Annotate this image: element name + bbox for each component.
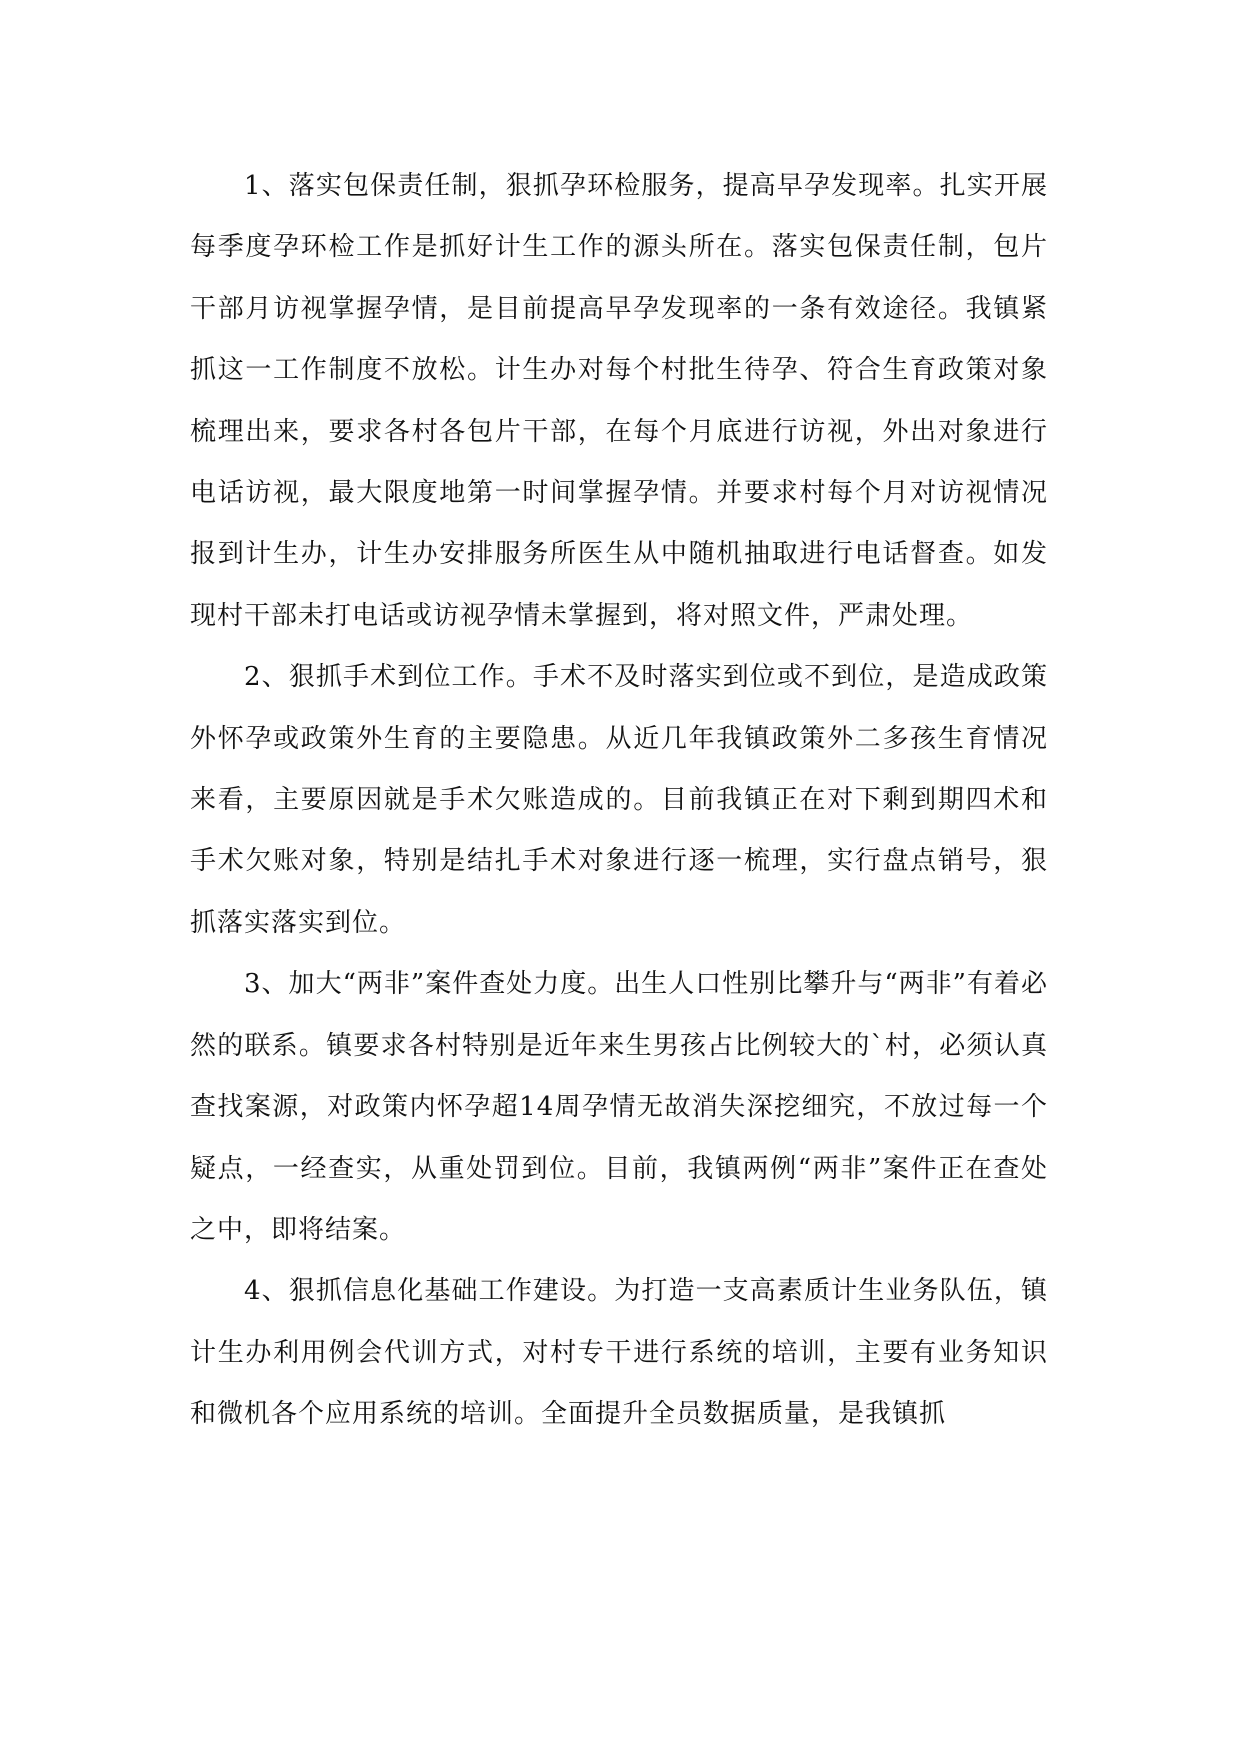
document-body [190,156,1048,1446]
paragraph-2: 2、狠抓手术到位工作。手术不及时落实到位或不到位，是造成政策外怀孕或政策外生育的主要隐患。从近几年我镇政策外二多孩生育情况来看，主要原因就是手术欠账造成的。目前我镇正在对下剩到期四术和手术欠账对象，特别是结扎手术对象进行逐一梳理，实行盘点销号，狠抓落实落实到位。 [190,662,1048,938]
paragraph-4: 4、狠抓信息化基础工作建设。为打造一支高素质计生业务队伍，镇计生办利用例会代训方式，对村专干进行系统的培训，主要有业务知识和微机各个应用系统的培训。全面提升全员数据质量，是我镇抓 [190,1276,1048,1430]
paragraph-1: 1、落实包保责任制，狠抓孕环检服务，提高早孕发现率。扎实开展每季度孕环检工作是抓好计生工作的源头所在。落实包保责任制，包片干部月访视掌握孕情，是目前提高早孕发现率的一条有效途径。我镇紧抓这一工作制度不放松。计生办对每个村批生待孕、符合生育政策对象梳理出来，要求各村各包片干部，在每个月底进行访视，外出对象进行电话访视，最大限度地第一时间掌握孕情。并要求村每个月对访视情况报到计生办，计生办安排服务所医生从中随机抽取进行电话督查。如发现村干部未打电话或访视孕情未掌握到，将对照文件，严肃处理。 [190,171,1048,631]
paragraph-3: 3、加大“两非”案件查处力度。出生人口性别比攀升与“两非”有着必然的联系。镇要求各村特别是近年来生男孩占比例较大的`村，必须认真查找案源，对政策内怀孕超14周孕情无故消失深挖细究，不放过每一个疑点，一经查实，从重处罚到位。目前，我镇两例“两非”案件正在查处之中，即将结案。 [190,969,1048,1245]
